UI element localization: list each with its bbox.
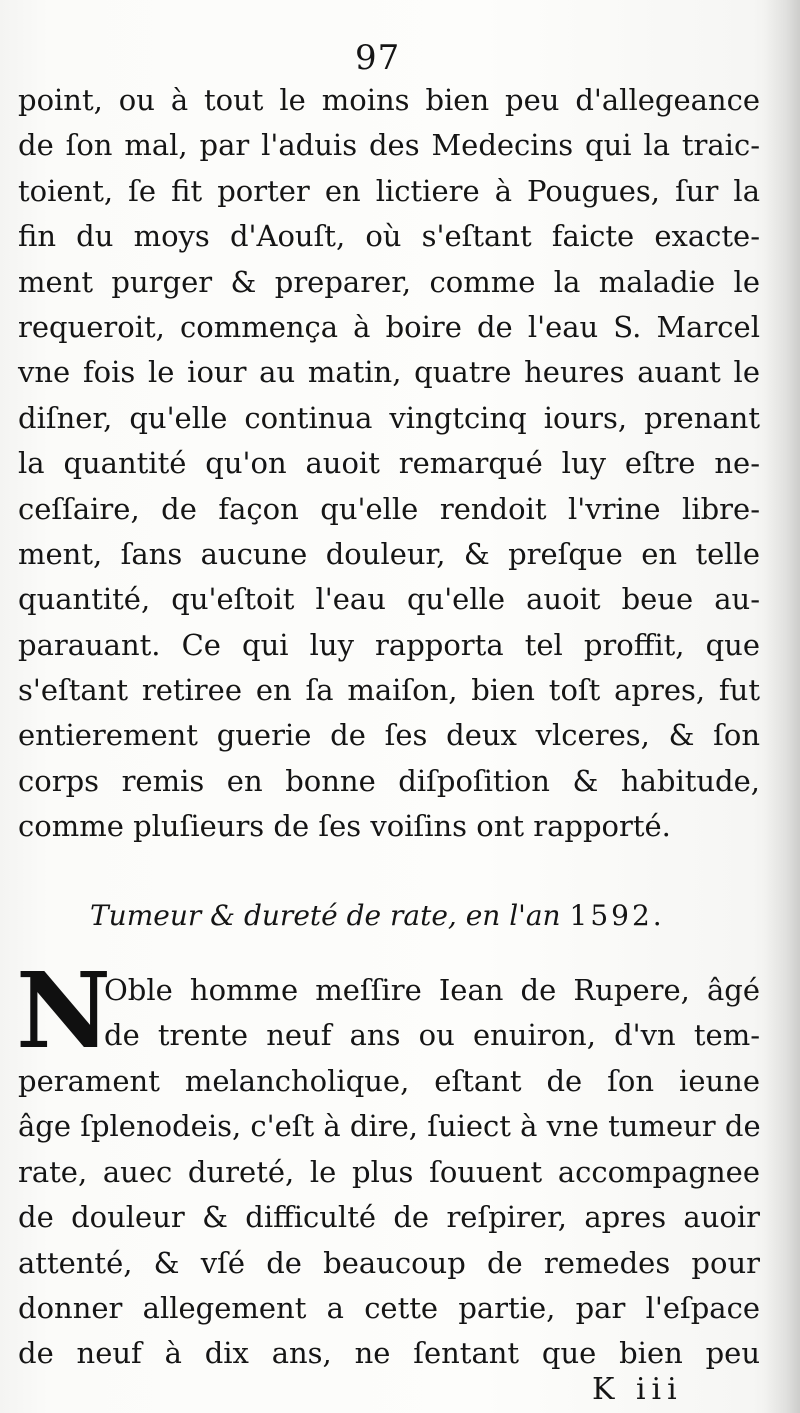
page-edge-shadow <box>764 0 800 1413</box>
section-heading-year: 1592. <box>569 899 665 932</box>
text-line: ment, ſans aucune douleur, & preſque en telle <box>18 536 760 571</box>
section-heading-text: Tumeur & dureté de rate, en l'an <box>90 899 561 932</box>
text-line: diſner, qu'elle continua vingtcinq iours, prenant <box>18 400 760 435</box>
text-line: perament melancholique, eſtant de ſon ieune <box>18 1064 760 1098</box>
text-line: comme pluſieurs de ſes voiſins ont rapporté. <box>18 809 671 844</box>
text-line: point, ou à tout le moins bien peu d'allegeance <box>18 83 760 117</box>
page-number: 97 <box>355 38 401 78</box>
text-line: rate, auec dureté, le plus ſouuent accompagnee <box>18 1154 760 1189</box>
text-line: de douleur & difficulté de reſpirer, apres auoir <box>18 1200 760 1235</box>
text-line: requeroit, commença à boire de l'eau S. Marcel <box>18 309 760 344</box>
paragraph-2 <box>18 1059 760 1377</box>
text-line: vne fois le iour au matin, quatre heures auant le <box>18 355 760 390</box>
text-line: ment purger & preparer, comme la maladie le <box>18 264 760 299</box>
signature-mark: K iii <box>592 1372 683 1407</box>
paragraph-2-capped-lines <box>104 968 760 1059</box>
text-line: ceſſaire, de façon qu'elle rendoit l'vrine libre- <box>18 491 760 526</box>
text-line: s'eſtant retiree en ſa maiſon, bien toſt apres, fut <box>18 673 760 708</box>
text-line: toient, ſe fit porter en lictiere à Pougues, ſur la <box>18 173 760 208</box>
text-line: parauant. Ce qui luy rapporta tel proffit, que <box>18 627 760 662</box>
text-line: de neuf à dix ans, ne ſentant que bien peu <box>18 1336 760 1371</box>
text-line: corps remis en bonne diſpoſition & habitude, <box>18 763 760 798</box>
text-line: de trente neuf ans ou enuiron, d'vn tem- <box>104 1018 760 1053</box>
text-line: attenté, & vſé de beaucoup de remedes pour <box>18 1245 760 1280</box>
text-line: Oble homme meſſire Iean de Rupere, âgé <box>104 973 760 1007</box>
drop-cap: N <box>16 949 112 1072</box>
section-heading <box>90 893 710 939</box>
paragraph-1 <box>18 78 760 850</box>
text-line: de ſon mal, par l'aduis des Medecins qui la traic- <box>18 128 760 163</box>
text-line: la quantité qu'on auoit remarqué luy eſtre ne- <box>18 446 760 481</box>
text-line: entierement guerie de ſes deux vlceres, & ſon <box>18 718 760 753</box>
text-line: donner allegement a cette partie, par l'eſpace <box>18 1290 760 1325</box>
text-line: quantité, qu'eſtoit l'eau qu'elle auoit beue au- <box>18 582 760 617</box>
text-line: fin du moys d'Aouſt, où s'eſtant faicte exacte- <box>18 219 760 254</box>
text-line: âge ſplenodeis, c'eſt à dire, ſuiect à vne tumeur de <box>18 1109 761 1144</box>
